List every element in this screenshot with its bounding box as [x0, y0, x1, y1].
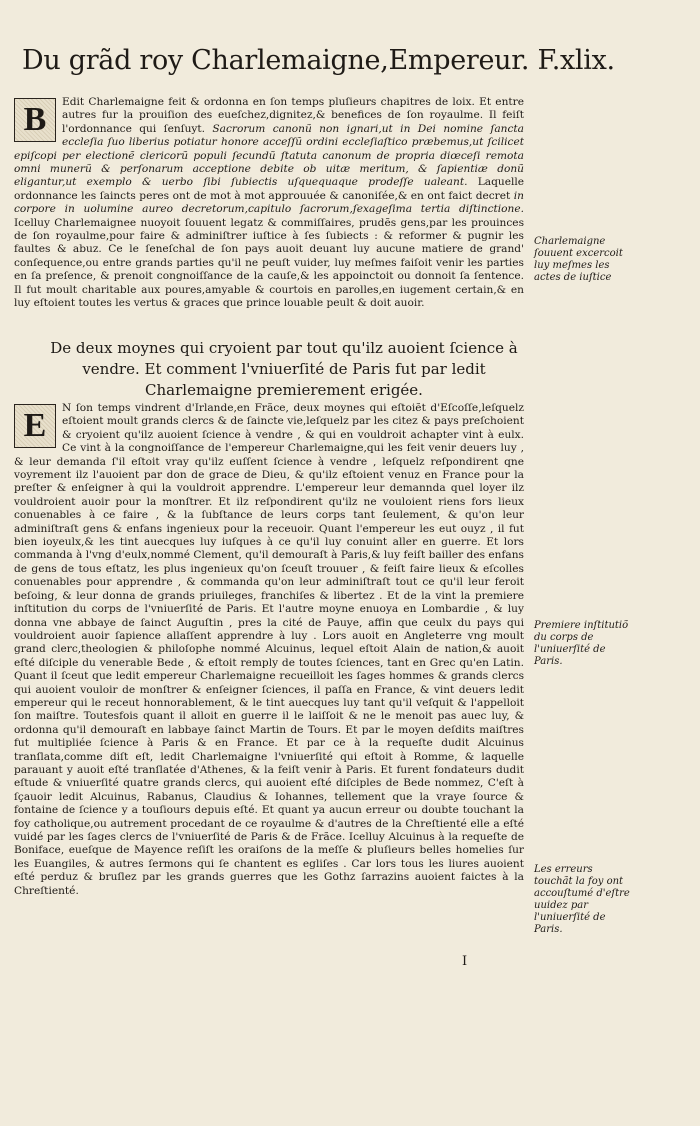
- page-header: Du grãd roy Charlemaigne,Empereur. F.xlix.: [22, 45, 615, 76]
- margin-note-justice: Charlemaigne ſouuent excercoit luy meſmes les actes de iuſtice: [534, 236, 623, 283]
- section1-body: [14, 96, 524, 328]
- section2-paragraph: [14, 402, 524, 898]
- section2-text: N ſon temps vindrent d'Irlande,en Frãce, deux moynes qui eſtoiẽt d'Eſcoſſe,leſquelz eſtoient moult grands clercs & de ſaincte vie,leſquelz par les citez & pays preſchoient & cryoient qu'ilz auoient ſcience à vendre , & qui en vouldroit achapter vint à eulx. Ce vint à la congnoiſſance de l'empereur Charlemaigne,qui les feit venir deuers luy , & leur demanda ſ'il eſtoit vray qu'ilz euſſent ſcience à vendre , leſquelz reſpondirent qne voyrement ilz l'auoient par don de grace de Dieu, & qu'ilz eſtoient venuz en France pour la preſter & enſeigner à qui la vouldroit apprendre. L'empereur leur demannda quel loyer ilz vouldroient auoir pour la monſtrer. Et ilz reſpondirent qu'ilz ne vouloient riens fors lieux conuenables à ce faire , & la ſubſtance de leurs corps tant ſeulement, & qu'on leur adminiſtraſt gens & enfans ingenieux pour la receuoir. Quant l'empereur les eut ouyz , il fut bien ioyeulx,& les tint auecques luy iuſques à ce qu'il luy conuint aller en guerre. Et lors commanda à l'vng d'eulx,nommé Clement, qu'il demouraſt à Paris,& luy feiſt bailler des enfans de gens de tous eſtatz, les plus ingenieux qu'on ſceuſt trouuer , & feiſt faire lieux & eſcolles conuenables pour apprendre , & commanda qu'on leur adminiſtraſt tout ce qu'il leur feroit beſoing, & leur donna de grands priuileges, franchiſes & libertez . Et de la vint la premiere inſtitution du corps de l'vniuerſité de Paris. Et l'autre moyne enuoya en Lombardie , & luy donna vne abbaye de ſainct Auguſtin , pres la cité de Pauye, affin que ceulx du pays qui vouldroient auoir ſapience allaſſent apprendre à luy . Lors auoit en Angleterre vng moult grand clerc,theologien & philoſophe nommé Alcuinus, lequel eſtoit Alain de nation,& auoit eſté diſciple du venerable Bede , & eſtoit remply de toutes ſciences, tant en Grec qu'en Latin. Quant il ſceut que ledit empereur Charlemaigne recueilloit les ſages hommes & grands clercs qui auoient vouloir de monſtrer & enſeigner ſciences, il paſſa en France, & vint deuers ledit empereur qui le receut honnorablement, & le tint auecques luy tant qu'il veſquit & l'appelloit ſon maiſtre. Toutesfois quant il alloit en guerre il le laiſſoit & ne le menoit pas auec luy, & ordonna qu'il demouraſt en labbaye ſainct Martin de Tours. Et par le moyen deſdits maiſtres fut multipliée ſcience à Paris & en France. Et par ce à la requeſte dudit Alcuinus tranſlata,comme diſt eſt, ledit Charlemaigne l'vniuerſité qui eſtoit à Romme, & laquelle parauant y auoit eſté tranſlatée d'Athenes, & la feiſt venir à Paris. Et furent fondateurs dudit eſtude & vniuerſité quatre grands clercs, qui auoient eſté diſciples de Bede nommez, C'eſt à ſçauoir ledit Alcuinus, Rabanus, Claudius & Iohannes, tellement que la vraye ſource & fontaine de ſcience y a touſiours depuis eſté. Et quant ya aucun erreur ou doubte touchant la foy catholique,ou autrement procedant de ce royaulme & d'autres de la Chreſtienté elle a eſté vuidé par les ſages clercs de l'vniuerſité de Paris & de Frãce. Icelluy Alcuinus à la requeſte de Boniface, eueſque de Mayence reſiſt les oraiſons de la meſſe & pluſieurs belles homelies ſur les Euangiles, & autres ſermons qui ſe chantent es egliſes . Car lors tous les liures auoient eſté perduz & bruſlez par les grands guerres que les Gothz ſarrazins auoient faictes à la Chreſtienté.: [14, 402, 524, 897]
- section1-text-c: Icelluy Charlemaignee nuoyoit ſouuent legatz & commiſſaires, prudẽs gens,par les prouinces de ſon royaulme,pour faire & adminiſtrer iuſtice à ſes ſubiects : & reformer & pugnir les faultes & abuz. Ce le ſeneſchal de ſon pays auoit deuant luy aucune matiere de grand' conſequence,ou entre grands parties qu'il ne peuſt vuider, luy meſmes faiſoit venir les parties en ſa preſence, & prenoit congnoiſſance de la cauſe,& les appoinctoit ou donnoit ſa ſentence. Il fut moult charitable aux poures,amyable & courtois en parolles,en iugement certain,& en luy eſtoient toutes les vertus & graces que prince louable peult & doit auoir.: [14, 216, 524, 310]
- drop-cap-initial: B: [14, 98, 56, 142]
- margin-note-errors: Les erreurs touchãt la foy ont accouſtumé d'eſtre uuidez par l'uniuerſité de Paris.: [534, 864, 630, 935]
- section1-text-b: Laquelle ordonnance les ſaincts peres ont de mot à mot approuuée & canoniſée,& en ont faict decret: [14, 176, 525, 202]
- section1-latin-citation: in corpore in uolumine aureo decretorum,capitulo ſacrorum,ſexageſima tertia diſtinctione.: [14, 189, 524, 216]
- margin-note-university: Premiere inſtitutiõ du corps de l'uniuerſité de Paris.: [534, 620, 629, 667]
- signature-mark: I: [462, 954, 468, 969]
- drop-cap-initial: E: [14, 404, 56, 448]
- section1-text-a: Edit Charlemaigne feit & ordonna en ſon temps pluſieurs chapitres de loix. Et entre autres fur la prouiſion des eueſchez,dignitez,& benefices de ſon royaulme. Il feiſt l'ordonnance qui ſenſuyt.: [62, 96, 524, 135]
- section1-paragraph: [14, 96, 524, 311]
- section1-latin-quote: Sacrorum canonũ non ignari,ut in Dei nomine ſancta eccleſia ſuo liberius potiatur honore acceſſũ ordini eccleſiaſtico præbemus,ut ſcilicet epiſcopi per electionẽ clericorũ populi ſecundũ ſtatuta canonum de propria diœceſi remota omni munerũ & perſonarum acceptione debite ob uitæ meritum, & ſapientiæ donũ eligantur,ut exemplo & uerbo ſibi ſubiectis uſquequaque prodeſſe ualeant.: [14, 122, 524, 189]
- chapter-heading: De deux moynes qui cryoient par tout qu'ilz auoient ſcience à vendre. Et comment l'vniuerſité de Paris fut par ledit Charlemaigne premierement erigée.: [50, 339, 518, 399]
- section2-body: [14, 402, 524, 944]
